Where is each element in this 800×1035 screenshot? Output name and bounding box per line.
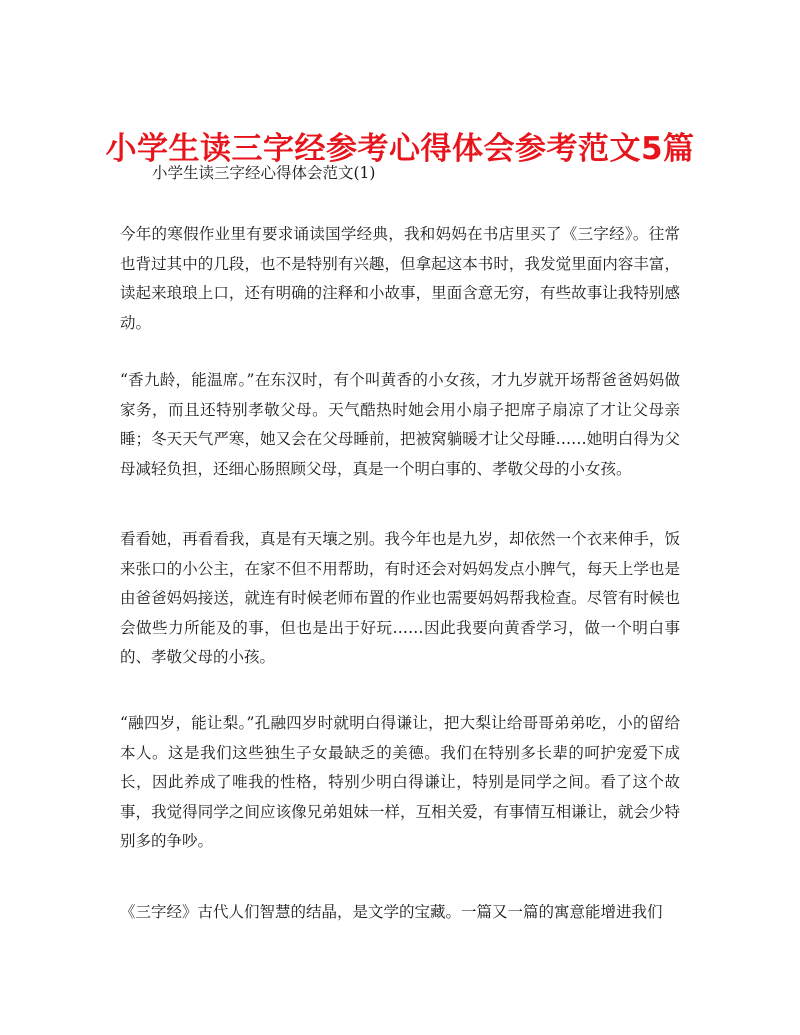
- paragraph-conclusion: 《三字经》古代人们智慧的结晶，是文学的宝藏。一篇又一篇的寓意能增进我们: [120, 903, 663, 921]
- paragraph-intro: 今年的寒假作业里有要求诵读国学经典，我和妈妈在书店里买了《三字经》。往常也背过其中的几段，也不是特别有兴趣，但拿起这本书时，我发觉里面内容丰富，读起来琅琅上口，还有明确的注释和小故事，里面含意无穷，有些故事让我特别感动。: [120, 225, 680, 332]
- paragraph-kong-rong: “融四岁，能让梨。”孔融四岁时就明白得谦让，把大梨让给哥哥弟弟吃，小的留给本人。这是我们这些独生子女最缺乏的美德。我们在特别多长辈的呵护宠爱下成长，因此养成了唯我的性格，特别少明白得谦让，特别是同学之间。看了这个故事，我觉得同学之间应该像兄弟姐妹一样，互相关爱，有事情互相谦让，就会少特别多的争吵。: [120, 714, 680, 850]
- document-subtitle: 小学生读三字经心得体会范文(1): [152, 164, 376, 182]
- paragraph-self-reflection: 看看她，再看看我，真是有天壤之别。我今年也是九岁，却依然一个衣来伸手，饭来张口的小公主，在家不但不用帮助，有时还会对妈妈发点小脾气，每天上学也是由爸爸妈妈接送，就连有时候老师布置的作业也需要妈妈帮我检查。尽管有时候也会做些力所能及的事，但也是出于好玩……因此我要向黄香学习，做一个明白事的、孝敬父母的小孩。: [120, 530, 680, 666]
- document-title: 小学生读三字经参考心得体会参考范文5篇: [105, 130, 695, 167]
- paragraph-huang-xiang: “香九龄，能温席。”在东汉时，有个叫黄香的小女孩，才九岁就开场帮爸爸妈妈做家务，而且还特别孝敬父母。天气酷热时她会用小扇子把席子扇凉了才让父母亲睡；冬天天气严寒，她又会在父母睡前，把被窝躺暖才让父母睡……她明白得为父母减轻负担，还细心肠照顾父母，真是一个明白事的、孝敬父母的小女孩。: [120, 371, 680, 478]
